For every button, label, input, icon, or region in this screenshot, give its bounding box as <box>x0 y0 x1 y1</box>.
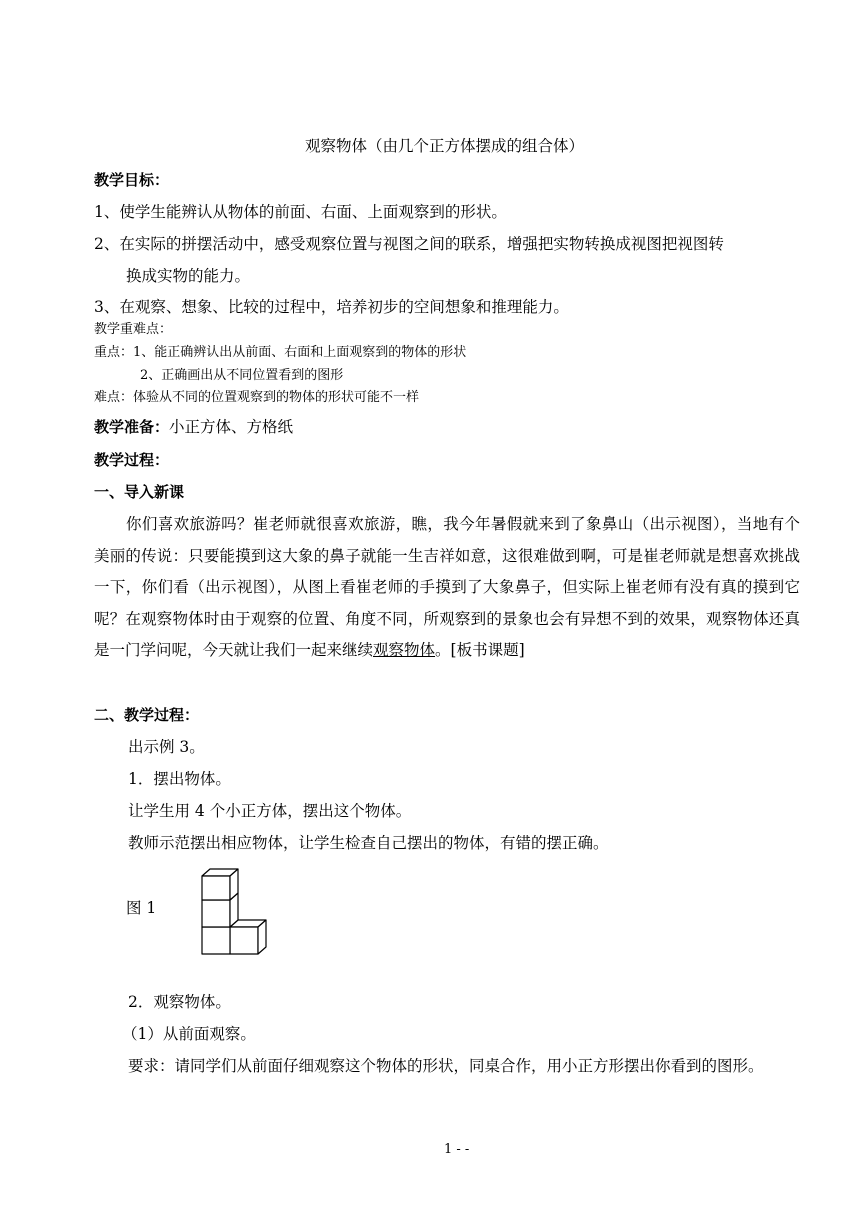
section2-heading: 二、教学过程： <box>94 706 200 724</box>
cube-front-face <box>202 927 230 954</box>
difficulties-heading: 教学重难点： <box>94 322 173 337</box>
key-point-1: 重点：1、能正确辨认出从前面、右面和上面观察到的物体的形状 <box>94 345 467 360</box>
step-2: 2．观察物体。 <box>128 993 231 1011</box>
example-line: 出示例 3。 <box>128 738 205 756</box>
cubes-figure <box>196 868 272 958</box>
key-point-2: 2、正确画出从不同位置看到的图形 <box>140 368 344 383</box>
section1-heading: 一、导入新课 <box>94 483 185 501</box>
objective-item: 1、使学生能辨认从物体的前面、右面、上面观察到的形状。 <box>94 203 507 221</box>
intro-text: 你们喜欢旅游吗？崔老师就很喜欢旅游，瞧，我今年暑假就来到了象鼻山（出示视图），当地有个美丽的传说：只要能摸到这大象的鼻子就能一生吉祥如意，这很难做到啊，可是崔老师就是想喜欢挑战一下，你们看（出示视图），从图上看崔老师的手摸到了大象鼻子，但实际上崔老师有没有真的摸到它呢？在观察物体时由于观察的位置、角度不同，所观察到的景象也会有异想不到的效果，观察物体还真是一门学问呢，今天就让我们一起来继续 <box>94 515 800 659</box>
requirement-paragraph: 要求：请同学们从前面仔细观察这个物体的形状，同桌合作，用小正方形摆出你看到的图形。 <box>128 1057 764 1075</box>
instruction-line: 让学生用 4 个小正方体，摆出这个物体。 <box>128 802 412 820</box>
hard-point: 难点：体验从不同的位置观察到的物体的形状可能不一样 <box>94 390 420 405</box>
instruction-line: 教师示范摆出相应物体，让学生检查自己摆出的物体，有错的摆正确。 <box>128 834 609 852</box>
objective-item: 2、在实际的拼摆活动中，感受观察位置与视图之间的联系，增强把实物转换成视图把视图转 <box>94 235 724 253</box>
cube-front-face <box>202 876 230 900</box>
objective-item: 换成实物的能力。 <box>126 267 251 285</box>
cube-front-face <box>230 927 258 954</box>
prep-line <box>94 417 293 437</box>
document-title: 观察物体（由几个正方体摆成的组合体） <box>305 137 585 155</box>
prep-label: 教学准备： <box>94 418 170 436</box>
sub-step-1: （1）从前面观察。 <box>122 1025 256 1043</box>
prep-text: 小正方体、方格纸 <box>169 418 294 436</box>
step-1: 1．摆出物体。 <box>128 770 231 788</box>
intro-paragraph <box>94 509 800 667</box>
intro-text-end: 。[板书课题] <box>435 641 525 659</box>
page-number: 1 - - <box>444 1142 470 1157</box>
objective-item: 3、在观察、想象、比较的过程中，培养初步的空间想象和推理能力。 <box>94 298 569 316</box>
cube-front-face <box>202 900 230 927</box>
figure-label: 图 1 <box>126 899 157 917</box>
intro-underlined-topic: 观察物体 <box>373 641 436 659</box>
objectives-heading: 教学目标： <box>94 171 170 189</box>
process-heading: 教学过程： <box>94 451 170 469</box>
